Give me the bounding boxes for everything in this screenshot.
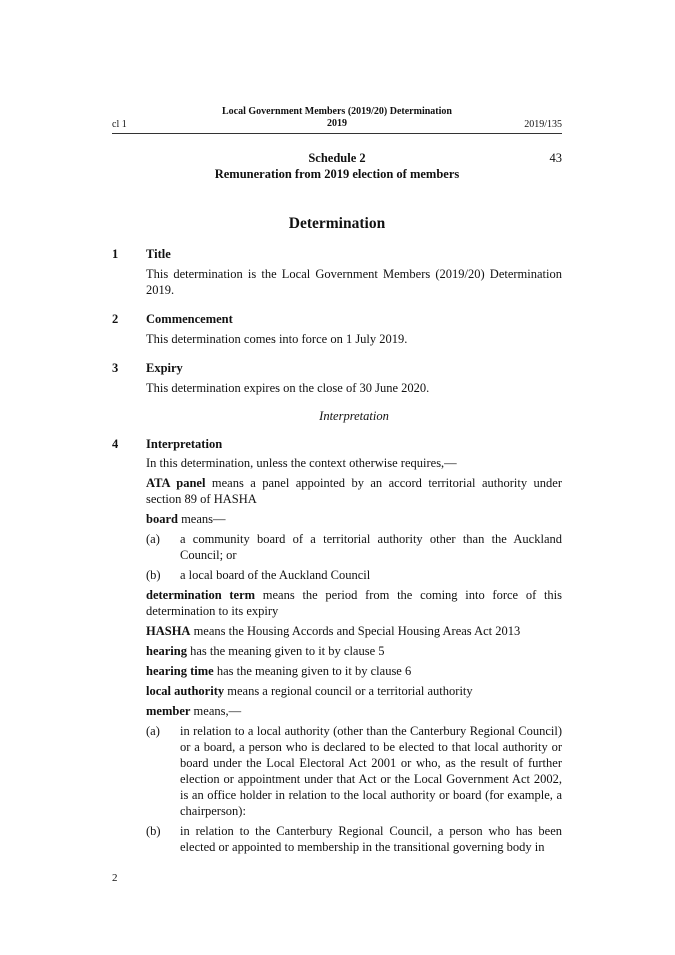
clause-number: 3 [112,361,119,375]
definition-hearing-time [146,663,562,679]
definition-board [146,511,562,527]
definition-hearing [146,643,562,659]
defined-term: ATA panel [146,476,206,490]
defined-term: local authority [146,684,225,698]
schedule-reference: 43 [549,151,562,165]
page-number: 2 [112,872,118,884]
clause-text: This determination is the Local Government Members (2019/20) Determination 2019. [146,267,562,297]
defined-term: member [146,704,191,718]
definition-text: means the period from the coming into force of this determination to its expiry [146,588,563,618]
paragraph-item [146,567,562,583]
definition-text: means a regional council or a territorial authority [224,684,473,698]
paragraph-label: (a) [146,724,160,738]
running-header-title-line2: 2019 [327,118,347,129]
running-header-clause-ref: cl 1 [112,119,127,130]
determination-heading: Determination [288,215,386,232]
paragraph-label: (b) [146,824,161,838]
clause-title: Interpretation [146,437,223,451]
paragraph-text: in relation to a local authority (other than the Canterbury Regional Council) or a board, a person who is declared to be elected to that local authority or board under the Local Electoral Act 2001 or who, as the result of further election or appointment under that Act or the Local Government Act 2002, is an office holder in relation to the local authority or board (for example, a chairperson): [180,724,562,818]
clause-title: Expiry [146,361,183,375]
definition-determination-term [146,587,562,619]
running-header-act-number: 2019/135 [524,119,562,130]
interpretation-cross-heading: Interpretation [319,409,389,423]
clause-number: 4 [112,437,119,451]
paragraph-label: (b) [146,568,161,582]
clause-3 [112,360,562,396]
clause-intro: In this determination, unless the context otherwise requires,— [146,456,457,470]
clause-title: Title [146,247,171,261]
document-body [112,246,562,855]
defined-term: board [146,512,178,526]
paragraph-text: a local board of the Auckland Council [180,568,371,582]
defined-term: determination term [146,588,256,602]
running-header-title [112,106,562,130]
defined-term: hearing time [146,664,214,678]
definition-local-authority [146,683,562,699]
schedule-number: Schedule 2 [308,151,366,165]
clause-2 [112,311,562,347]
definition-text: has the meaning given to it by clause 5 [186,644,385,658]
definition-text: means a panel appointed by an accord territorial authority under section 89 of HASHA [146,476,562,506]
defined-term: hearing [146,644,187,658]
paragraph-text: a community board of a territorial authority other than the Auckland Council; or [180,532,562,562]
clause-1 [112,246,562,298]
definition-text: means the Housing Accords and Special Housing Areas Act 2013 [190,624,521,638]
paragraph-item [146,531,562,563]
definition-text: means— [177,512,226,526]
clause-4 [112,436,562,855]
definition-text: means,— [190,704,242,718]
running-header-title-line1: Local Government Members (2019/20) Determination [222,106,452,117]
definition-member [146,703,562,719]
paragraph-text: in relation to the Canterbury Regional Council, a person who has been elected or appointed to membership in the transitional governing body in [180,824,562,854]
clause-number: 2 [112,312,119,326]
clause-title: Commencement [146,312,233,326]
definition-text: has the meaning given to it by clause 6 [213,664,412,678]
paragraph-item [146,823,562,855]
paragraph-label: (a) [146,532,160,546]
schedule-title: Remuneration from 2019 election of members [214,167,460,181]
clause-text: This determination comes into force on 1 July 2019. [146,332,408,346]
paragraph-item [146,723,562,819]
definition-hasha [146,623,562,639]
definition-ata-panel [146,475,562,507]
header-rule [112,133,562,134]
defined-term: HASHA [146,624,191,638]
clause-number: 1 [112,247,119,261]
clause-text: This determination expires on the close of 30 June 2020. [146,381,430,395]
